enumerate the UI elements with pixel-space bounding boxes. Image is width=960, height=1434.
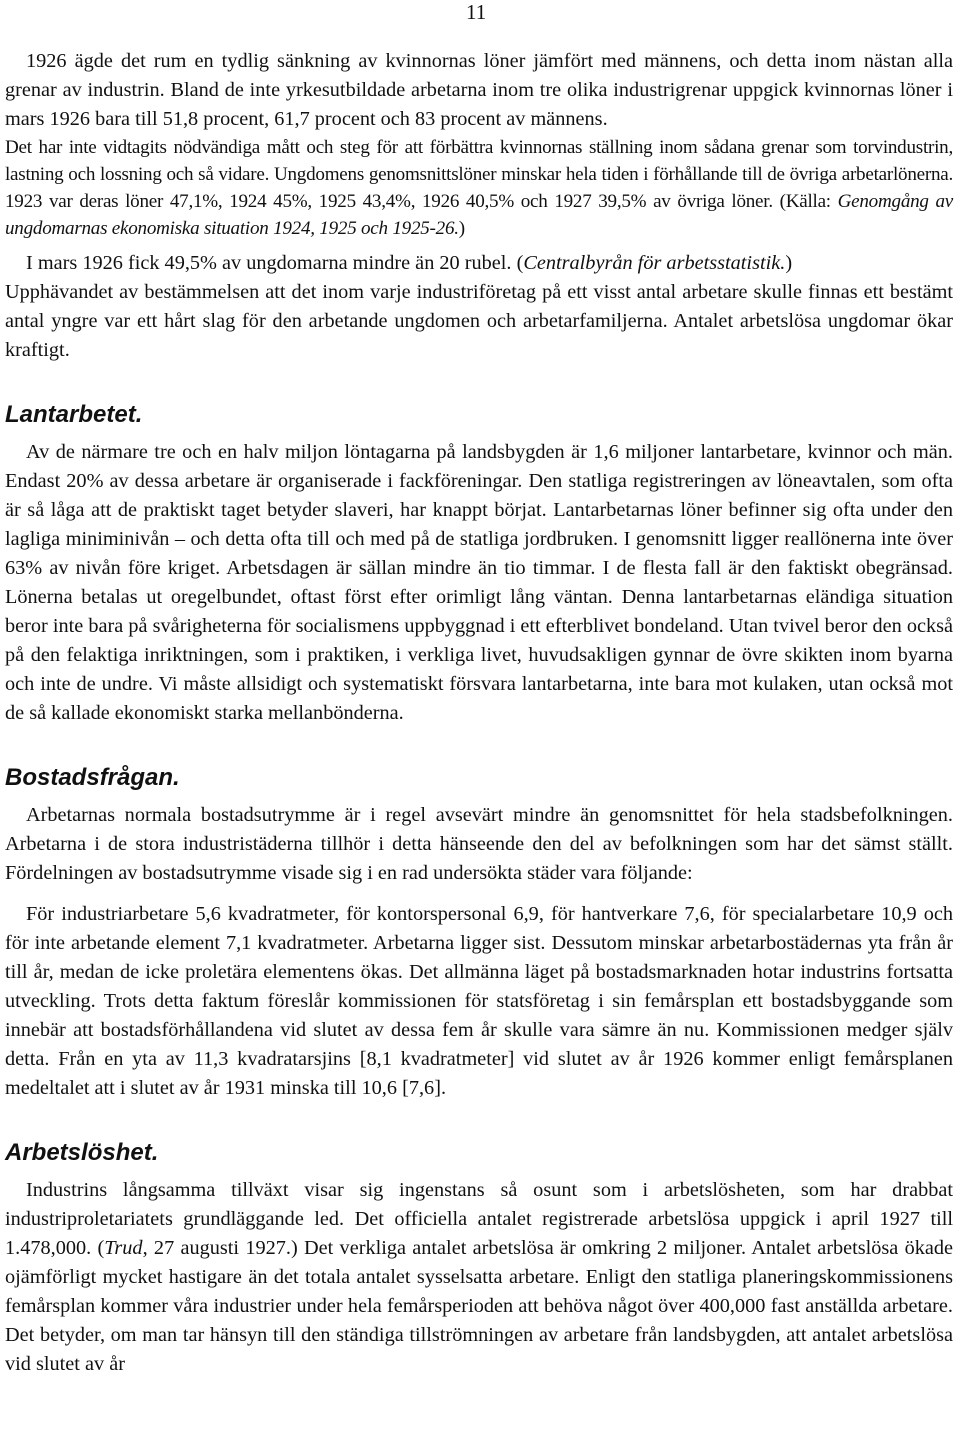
paragraph-arbetsloshet-text: Industrins långsamma tillväxt visar sig ingenstans så osunt som i arbetslösheten, som har drabbat industriproletariatets grundläggande led. Det officiella antalet registrerade arbetslösa uppgick i april 1927 till 1.478,000. (: [5, 1179, 953, 1259]
source-citation: Centralbyrån för arbetsstatistik.: [523, 252, 786, 274]
paragraph-bostadsfragan-2: För industriarbetare 5,6 kvadratmeter, för kontorspersonal 6,9, för hantverkare 7,6, för specialarbetare 10,9 och för inte arbetande element 7,1 kvadratmeter. Arbetarna ligger sist. Dessutom minskar arbetarbostädernas yta från år till år, medan de icke proletära elementens ökas. Det allmänna läget på bostadsmarknaden hotar industrins fortsatta utveckling. Trots detta faktum föreslår kommissionen för statsföretag i sin femårsplan ett bostadsbyggande som innebär att bostadsförhållandena vid slutet av dessa fem år skulle vara sämre än nu. Kommissionen medger själv detta. Från en yta av 11,3 kvadratarsjins [8,1 kvadratmeter] vid slutet av år 1926 kommer enligt femårsplanen medeltalet att i slutet av år 1931 minska till 10,6 [7,6].: [5, 903, 953, 1099]
document-body: [5, 47, 953, 1379]
source-citation: Genomgång av ungdomarnas ekonomiska situation 1924, 1925 och 1925-26.: [5, 191, 953, 239]
paragraph-arbetsloshet: [5, 1176, 953, 1379]
paragraph-youth-rubel: [5, 249, 953, 278]
paragraph-youth-unemployment: Upphävandet av bestämmelsen att det inom varje industriföretag på ett visst antal arbetare skulle finnas ett bestämt antal yngre var ett hårt slag för den arbetande ungdomen och arbetarfamiljerna. Antalet arbetslösa ungdomar ökar kraftigt.: [5, 281, 953, 361]
heading-bostadsfragan: Bostadsfrågan.: [5, 764, 180, 791]
paragraph-youth-wages-end: ): [458, 218, 465, 239]
source-citation: Trud: [104, 1237, 143, 1259]
heading-lantarbetet: Lantarbetet.: [5, 401, 143, 428]
paragraph-youth-wages: [5, 134, 953, 242]
paragraph-youth-rubel-text: I mars 1926 fick 49,5% av ungdomarna mindre än 20 rubel. (: [26, 252, 524, 274]
page-number: 11: [466, 0, 487, 24]
paragraph-bostadsfragan-1: Arbetarnas normala bostadsutrymme är i regel avsevärt mindre än genomsnittet för hela stadsbefolkningen. Arbetarna i de stora industristäderna tillhör i detta hänseende den del av befolkningen som har det sämst ställt. Fördelningen av bostadsutrymme visade sig i en rad undersökta städer vara följande:: [5, 804, 953, 884]
paragraph-youth-rubel-end: ): [785, 252, 793, 274]
paragraph-youth-wages-text: Det har inte vidtagits nödvändiga mått och steg för att förbättra kvinnornas ställning inom sådana grenar som torvindustrin, lastning och lossning och så vidare. Ungdomens genomsnittslöner minskar hela tiden i förhållande till de övriga arbetarlönerna. 1923 var deras löner 47,1%, 1924 45%, 1925 43,4%, 1926 40,5% och 1927 39,5% av övriga löner. (Källa:: [5, 137, 953, 212]
heading-arbetsloshet: Arbetslöshet.: [5, 1139, 159, 1166]
paragraph-womens-wages: 1926 ägde det rum en tydlig sänkning av kvinnornas löner jämfört med männens, och detta inom nästan alla grenar av industrin. Bland de inte yrkesutbildade arbetarna inom tre olika industrigrenar uppgick kvinnornas löner i mars 1926 bara till 51,8 procent, 61,7 procent och 83 procent av männens.: [5, 50, 953, 130]
paragraph-arbetsloshet-rest: , 27 augusti 1927.) Det verkliga antalet arbetslösa är omkring 2 miljoner. Antalet arbetslösa ökade ojämförligt mycket hastigare än det totala antalet sysselsatta arbetare. Enligt den statliga planeringskommissionens femårsplan kommer våra industrier under hela femårsperioden att behöva något över 400,000 fast anställda arbetare. Det betyder, om man tar hänsyn till den ständiga tillströmningen av arbetare från landsbygden, att antalet arbetslösa vid slutet av år: [5, 1237, 953, 1375]
paragraph-lantarbetet: Av de närmare tre och en halv miljon löntagarna på landsbygden är 1,6 miljoner lantarbetare, kvinnor och män. Endast 20% av dessa arbetare är organiserade i fackföreningar. Den statliga registreringen av löneavtalen, som ofta är så låga att de praktiskt taget betyder slaveri, har knappt börjat. Lantarbetarnas löner befinner sig ofta under den lagliga miniminivån – och detta ofta till och med på de statliga jordbruken. I genomsnitt ligger reallönerna inte över 63% av nivån före kriget. Arbetsdagen är sällan mindre än tio timmar. I de flesta fall är den faktiskt obegränsad. Lönerna betalas ut oregelbundet, oftast först efter orimligt lång väntan. Denna lantarbetarnas eländiga situation beror inte bara på svårigheterna för socialismens uppbyggnad i ett efterblivet bondeland. Utan tvivel beror den också på den felaktiga inriktningen, som i praktiken, i verkliga livet, huvudsakligen gynnar de övre skikten inom byarna och inte de undre. Vi måste allsidigt och systematiskt försvara lantarbetarna, inte bara mot kulaken, utan också mot de så kallade ekonomiskt starka mellanbönderna.: [5, 441, 953, 724]
